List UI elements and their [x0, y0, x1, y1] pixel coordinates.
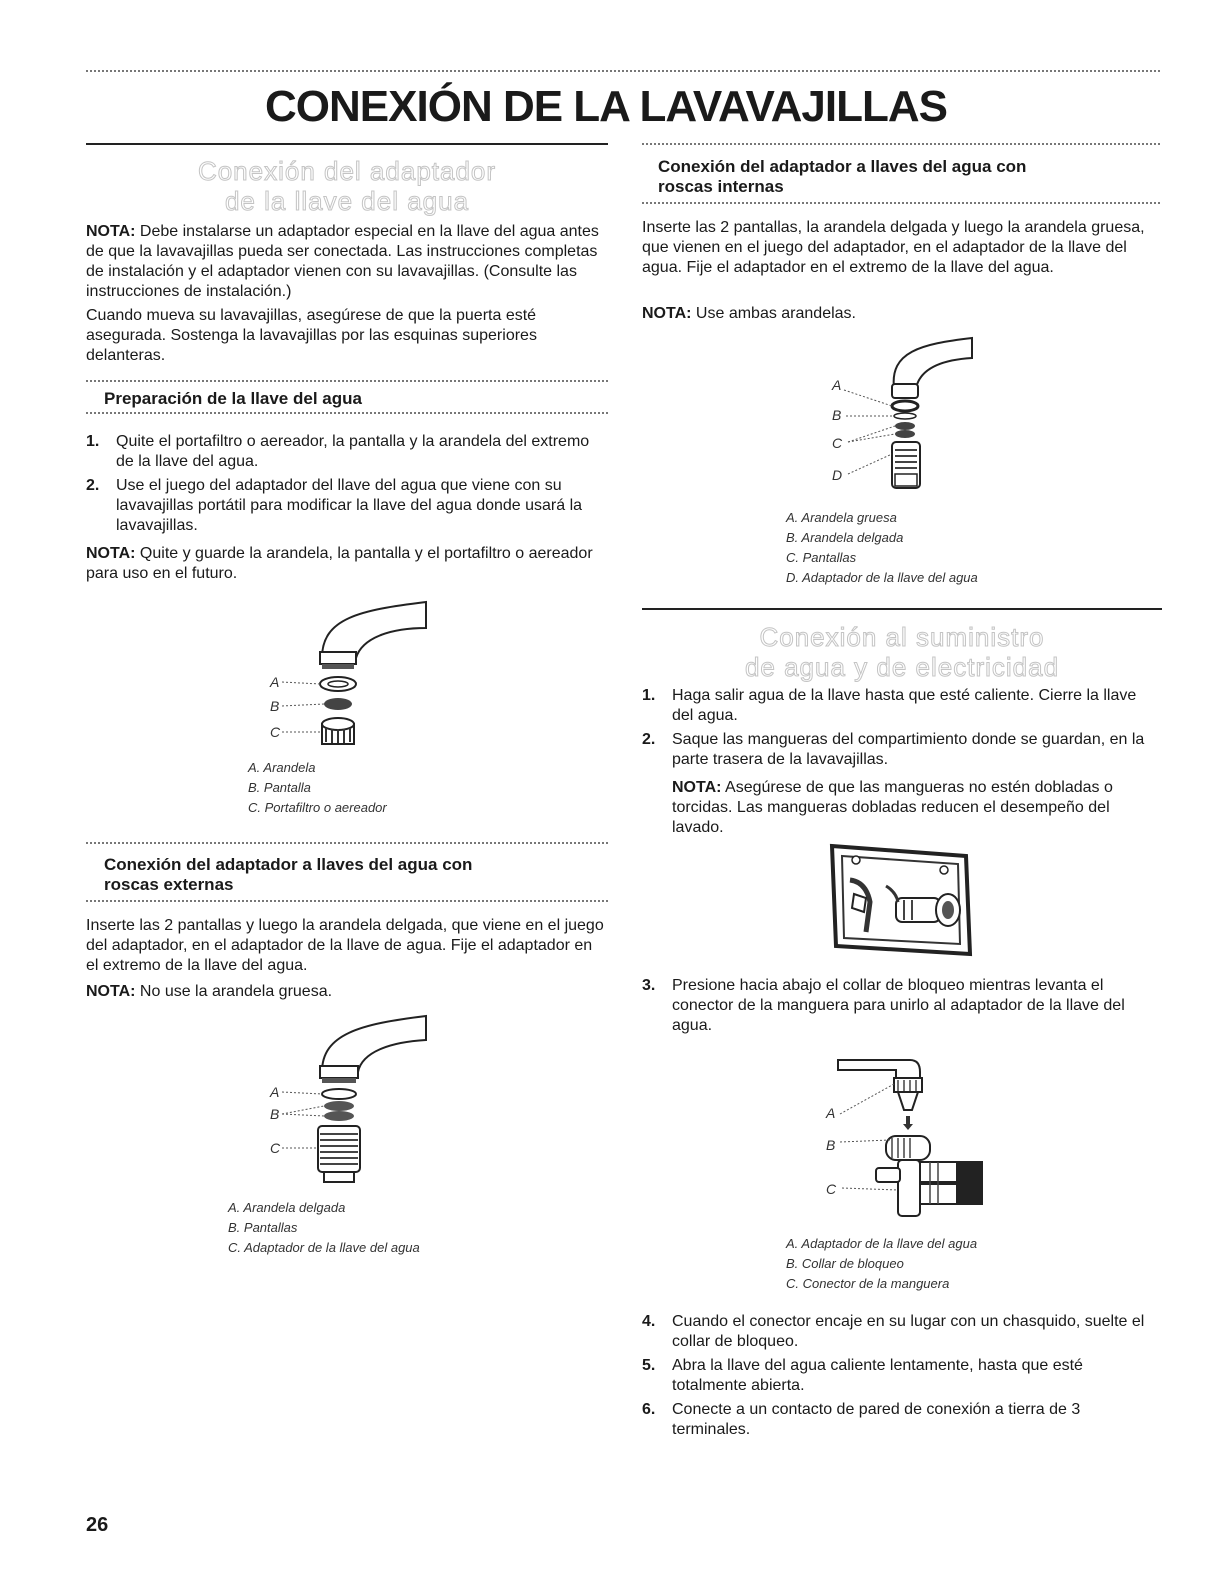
fig2-label-b: B	[270, 1106, 280, 1122]
ext-heading	[104, 855, 472, 895]
fig1-label-a: A	[270, 674, 280, 690]
supply-steps-b	[642, 1312, 1160, 1444]
section-heading-supply	[642, 622, 1162, 682]
internal-threads-illustration	[820, 334, 980, 504]
page-title: CONEXIÓN DE LA LAVAVAJILLAS	[265, 82, 947, 131]
list-item	[642, 1312, 1160, 1352]
list-item	[642, 1356, 1160, 1396]
step-text: Conecte a un contacto de pared de conexión a tierra de 3 terminales.	[672, 1401, 1081, 1438]
step-text: Use el juego del adaptador del llave del agua que viene con su lavavajillas portátil para modificar la llave del agua donde usará la lavavajillas.	[116, 477, 583, 534]
note-text: Asegúrese de que las mangueras no estén dobladas o torcidas. Las mangueras dobladas reducen el desempeño del lavado.	[672, 779, 1113, 836]
int-heading-line1: Conexión del adaptador a llaves del agua con	[658, 157, 1027, 176]
caption: B. Collar de bloqueo	[786, 1256, 904, 1271]
fig3-label-d: D	[832, 467, 843, 483]
ext-note	[86, 982, 606, 1002]
note-text: No use la arandela gruesa.	[135, 983, 333, 1000]
step-number: 6.	[642, 1401, 656, 1418]
fig1-captions	[248, 758, 387, 818]
move-text: Cuando mueva su lavavajillas, asegúrese de que la puerta esté asegurada. Sostenga la lavavajillas por las esquinas superiores delanteras.	[86, 307, 537, 364]
note-text: Debe instalarse un adaptador especial en la llave del agua antes de que la lavavajillas pueda ser conectada. Las instrucciones completas de instalación y el adaptador vienen con su lavavajillas. (Consulte las instrucciones de instalación.)	[86, 223, 599, 300]
ext-top-dotted	[86, 842, 608, 844]
fig5-captions	[786, 1234, 977, 1294]
prep-note	[86, 544, 606, 584]
step-text: Saque las mangueras del compartimiento donde se guardan, en la parte trasera de la lavavajillas.	[672, 731, 1145, 768]
section-heading-line2: de la llave del agua	[224, 186, 470, 216]
list-item	[642, 730, 1160, 770]
ext-heading-line2: roscas externas	[104, 875, 234, 894]
hose-connector-illustration	[812, 1050, 1002, 1230]
fig3-label-b: B	[832, 407, 842, 423]
caption: B. Pantallas	[228, 1220, 298, 1235]
note-label: NOTA:	[642, 305, 692, 322]
prep-steps	[86, 432, 602, 540]
caption: A. Adaptador de la llave del agua	[786, 1236, 978, 1251]
int-heading-line2: roscas internas	[658, 177, 784, 196]
faucet-aerator-illustration	[250, 598, 440, 768]
int-text: Inserte las 2 pantallas, la arandela delgada y luego la arandela gruesa, que vienen en el juego del adaptador, en el adaptador de la llave del agua. Fije el adaptador en el extremo de la llave del agua.	[642, 219, 1145, 276]
int-heading	[658, 157, 1026, 197]
caption: B. Pantalla	[248, 780, 311, 795]
step-text: Cuando el conector encaje en su lugar con un chasquido, suelte el collar de bloqueo.	[672, 1313, 1145, 1350]
note-label: NOTA:	[86, 223, 136, 240]
top-dotted-rule	[86, 70, 1160, 72]
step-number: 2.	[86, 477, 100, 494]
step-number: 3.	[642, 977, 656, 994]
supply-step-3	[642, 976, 1160, 1040]
caption: C. Adaptador de la llave del agua	[228, 1240, 420, 1255]
ext-heading-line1: Conexión del adaptador a llaves del agua con	[104, 855, 473, 874]
list-item	[642, 976, 1160, 1036]
caption: A. Arandela delgada	[228, 1200, 346, 1215]
fig1-label-b: B	[270, 698, 280, 714]
ext-text: Inserte las 2 pantallas y luego la arandela delgada, que viene en el juego del adaptador, en el adaptador de la llave de agua. Fije el adaptador en el extremo de la llave del agua.	[86, 917, 604, 974]
note-label: NOTA:	[86, 545, 136, 562]
step-text: Haga salir agua de la llave hasta que esté caliente. Cierre la llave del agua.	[672, 687, 1137, 724]
fig5-label-a: A	[826, 1105, 836, 1121]
fig2-label-c: C	[270, 1140, 281, 1156]
note-text: Quite y guarde la arandela, la pantalla y el portafiltro o aereador para uso en el futuro.	[86, 545, 593, 582]
int-note	[642, 304, 1158, 324]
page-number: 26	[86, 1514, 109, 1536]
section-heading-adapter	[86, 156, 608, 216]
right-section-rule	[642, 608, 1162, 610]
caption: B. Arandela delgada	[786, 530, 904, 545]
caption: C. Portafiltro o aereador	[248, 800, 387, 815]
supply-steps-a	[642, 686, 1160, 774]
note-label: NOTA:	[86, 983, 136, 1000]
ext-bottom-dotted	[86, 900, 608, 902]
step-number: 1.	[86, 433, 100, 450]
fig2-label-a: A	[270, 1084, 280, 1100]
supply-heading-line1: Conexión al suministro	[759, 622, 1045, 652]
note-label: NOTA:	[672, 779, 722, 796]
external-threads-illustration	[250, 1012, 440, 1192]
caption: C. Pantallas	[786, 550, 857, 565]
left-section-rule	[86, 143, 608, 145]
section-heading-line1: Conexión del adaptador	[197, 156, 497, 186]
fig3-label-a: A	[832, 377, 842, 393]
list-item	[86, 476, 602, 536]
caption: A. Arandela	[248, 760, 316, 775]
caption: A. Arandela gruesa	[786, 510, 897, 525]
note-text: Use ambas arandelas.	[691, 305, 856, 322]
intro-note	[86, 222, 606, 302]
list-item	[642, 1400, 1160, 1440]
step-text: Quite el portafiltro o aereador, la pantalla y la arandela del extremo de la llave del agua.	[116, 433, 590, 470]
step-number: 4.	[642, 1313, 656, 1330]
int-bottom-dotted	[642, 202, 1160, 204]
fig3-label-c: C	[832, 435, 843, 451]
caption: C. Conector de la manguera	[786, 1276, 950, 1291]
list-item	[642, 686, 1160, 726]
hose-compartment-illustration	[826, 842, 976, 962]
int-top-dotted	[642, 143, 1160, 145]
fig5-label-c: C	[826, 1181, 837, 1197]
fig5-label-b: B	[826, 1137, 836, 1153]
caption: D. Adaptador de la llave del agua	[786, 570, 978, 585]
fig2-captions	[228, 1198, 420, 1258]
fig1-label-c: C	[270, 724, 281, 740]
step-number: 1.	[642, 687, 656, 704]
prep-bottom-dotted	[86, 412, 608, 414]
hose-note	[672, 778, 1162, 838]
prep-heading: Preparación de la llave del agua	[104, 389, 362, 408]
step-number: 5.	[642, 1357, 656, 1374]
list-item	[86, 432, 602, 472]
step-number: 2.	[642, 731, 656, 748]
step-text: Presione hacia abajo el collar de bloqueo mientras levanta el conector de la manguera para unirlo al adaptador de la llave del agua.	[672, 977, 1125, 1034]
step-text: Abra la llave del agua caliente lentamente, hasta que esté totalmente abierta.	[672, 1357, 1083, 1394]
prep-top-dotted	[86, 380, 608, 382]
fig3-captions	[786, 508, 978, 588]
supply-heading-line2: de agua y de electricidad	[744, 652, 1060, 682]
